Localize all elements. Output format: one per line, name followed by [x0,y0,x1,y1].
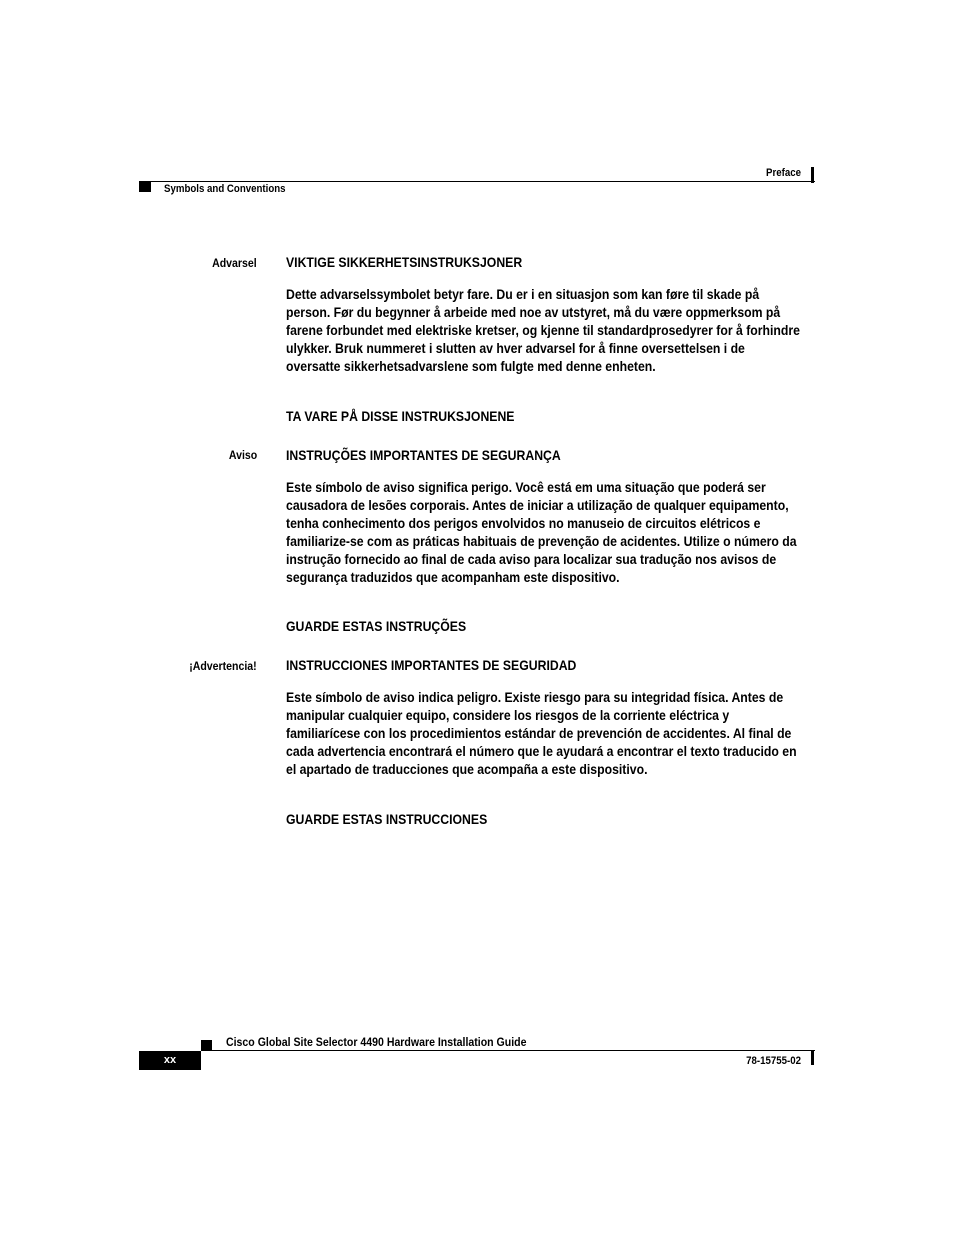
warning-label-portuguese: Aviso [228,448,257,462]
footer-rule [201,1050,815,1051]
footer-doc-number: 78-15755-02 [746,1055,801,1067]
footer-vertical-bar [811,1051,814,1065]
warning-heading-spanish: INSTRUCCIONES IMPORTANTES DE SEGURIDAD [286,657,577,673]
warning-label-spanish: ¡Advertencia! [189,659,257,673]
page-number-box [139,1051,201,1070]
warning-closing-spanish: GUARDE ESTAS INSTRUCCIONES [286,811,488,827]
running-header-chapter: Preface [766,167,801,179]
warning-heading-norwegian: VIKTIGE SIKKERHETSINSTRUKSJONER [286,254,523,270]
warning-closing-norwegian: TA VARE PÅ DISSE INSTRUKSJONENE [286,408,515,424]
running-header-section: Symbols and Conventions [164,183,286,195]
warning-body-portuguese: Este símbolo de aviso significa perigo. Você está em uma situação que poderá ser causadora de lesões corporais. Antes de iniciar a utilização de qualquer equipamento, tenha conhecimento dos perigos envolvidos no manuseio de circuitos elétricos e familiarize-se com as práticas habituais de prevenção de acidentes. Utilize o número da instrução fornecido ao final de cada aviso para localizar sua tradução nos avisos de segurança traduzidos que acompanham este dispositivo. [286,479,797,585]
header-square-marker [139,182,151,192]
footer-guide-title: Cisco Global Site Selector 4490 Hardware Installation Guide [226,1035,527,1049]
page-number: xx [163,1054,177,1066]
warning-heading-portuguese: INSTRUÇÕES IMPORTANTES DE SEGURANÇA [286,447,561,463]
warning-body-spanish: Este símbolo de aviso indica peligro. Existe riesgo para su integridad física. Antes de manipular cualquier equipo, considere los riesgos de la corriente eléctrica y familiarícese con los procedimientos estándar de prevención de accidentes. Al final de cada advertencia encontrará el número que le ayudará a encontrar el texto traducido en el apartado de traducciones que acompaña a este dispositivo. [286,689,797,777]
warning-label-norwegian: Advarsel [212,256,257,270]
warning-closing-portuguese: GUARDE ESTAS INSTRUÇÕES [286,618,467,634]
warning-body-norwegian: Dette advarselssymbolet betyr fare. Du er i en situasjon som kan føre til skade på person. Før du begynner å arbeide med noe av utstyret, må du være oppmerksom på farene forbundet med elektriske kretser, og kjenne til standardprosedyrer for å forhindre ulykker. Bruk nummeret i slutten av hver advarsel for å finne oversettelsen i de oversatte sikkerhetsadvarslene som fulgte med denne enheten. [286,286,800,374]
